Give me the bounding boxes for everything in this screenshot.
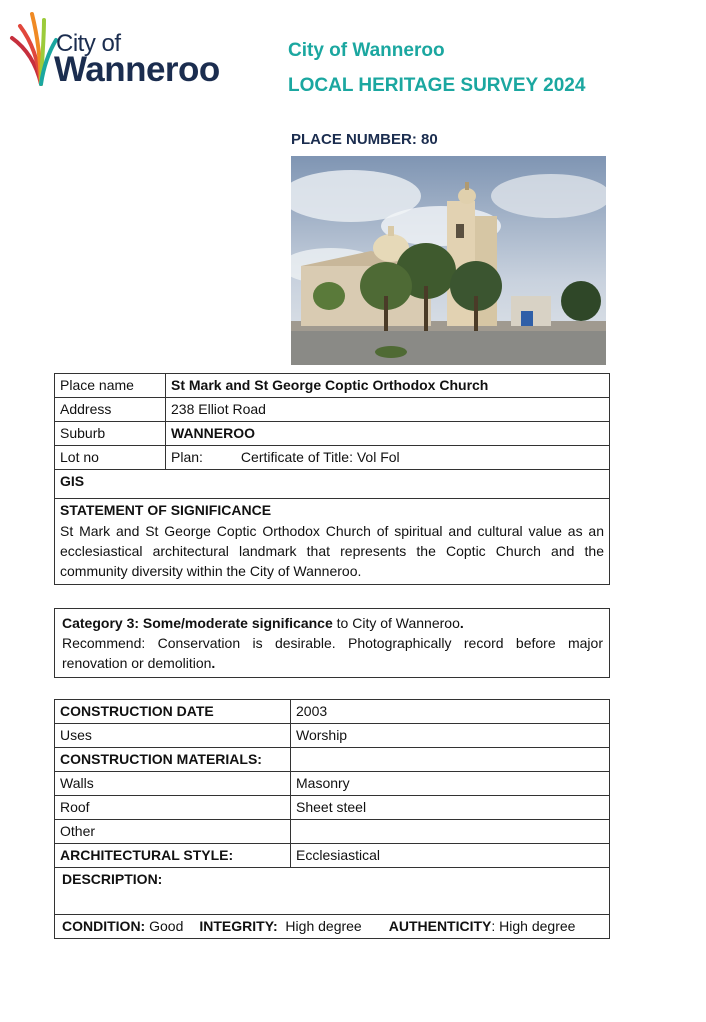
address-label: Address xyxy=(55,398,166,422)
significance-text: St Mark and St George Coptic Orthodox Church of spiritual and cultural value as an ecclesiastical architectural landmark that represents the Coptic Church and the community diversity within the City of Wanneroo. xyxy=(60,523,604,579)
category-cell xyxy=(55,609,610,678)
roof-row xyxy=(55,796,610,820)
recommend-line xyxy=(62,633,603,673)
lot-label: Lot no xyxy=(55,446,166,470)
category-row xyxy=(55,609,610,678)
materials-value xyxy=(291,748,610,772)
authenticity-label: AUTHENTICITY xyxy=(388,918,492,934)
plan-label: Plan: xyxy=(171,449,203,465)
roof-value: Sheet steel xyxy=(291,796,610,820)
suburb-row xyxy=(55,422,610,446)
suburb-label: Suburb xyxy=(55,422,166,446)
description-label: DESCRIPTION: xyxy=(55,868,610,915)
gis-label: GIS xyxy=(55,470,610,499)
condition-value: Good xyxy=(145,918,184,934)
other-label: Other xyxy=(55,820,291,844)
address-value: 238 Elliot Road xyxy=(166,398,610,422)
category-table xyxy=(54,608,610,678)
style-value: Ecclesiastical xyxy=(291,844,610,868)
city-logo xyxy=(8,8,228,88)
significance-heading: STATEMENT OF SIGNIFICANCE xyxy=(60,502,272,518)
page-title: City of Wanneroo xyxy=(288,40,445,61)
category-label: Category 3: Some/moderate significance xyxy=(62,615,333,631)
uses-value: Worship xyxy=(291,724,610,748)
integrity-label: INTEGRITY: xyxy=(199,918,278,934)
condition-row xyxy=(55,915,610,939)
construction-table xyxy=(54,699,610,939)
suburb-value: WANNEROO xyxy=(166,422,610,446)
lot-value xyxy=(166,446,610,470)
place-name-value: St Mark and St George Coptic Orthodox Church xyxy=(166,374,610,398)
category-line xyxy=(62,613,603,633)
place-number: PLACE NUMBER: 80 xyxy=(291,131,438,148)
construction-date-value: 2003 xyxy=(291,700,610,724)
significance-cell xyxy=(55,499,610,585)
page-subtitle: LOCAL HERITAGE SURVEY 2024 xyxy=(288,75,586,96)
logo-wanneroo: Wanneroo xyxy=(54,50,220,89)
place-details-table xyxy=(54,373,610,585)
materials-label: CONSTRUCTION MATERIALS: xyxy=(55,748,291,772)
description-row xyxy=(55,868,610,915)
construction-date-row xyxy=(55,700,610,724)
style-label: ARCHITECTURAL STYLE: xyxy=(55,844,291,868)
church-photo xyxy=(291,156,606,365)
walls-row xyxy=(55,772,610,796)
address-row xyxy=(55,398,610,422)
roof-label: Roof xyxy=(55,796,291,820)
uses-label: Uses xyxy=(55,724,291,748)
category-dot: . xyxy=(459,615,464,631)
other-row xyxy=(55,820,610,844)
condition-cell xyxy=(55,915,610,939)
certificate-of-title: Certificate of Title: Vol Fol xyxy=(240,449,400,465)
lot-row xyxy=(55,446,610,470)
kangaroo-paw-icon xyxy=(8,8,58,88)
walls-value: Masonry xyxy=(291,772,610,796)
authenticity-value: : High degree xyxy=(491,918,576,934)
place-name-row xyxy=(55,374,610,398)
walls-label: Walls xyxy=(55,772,291,796)
logo-city-of: City of xyxy=(56,30,121,57)
style-row xyxy=(55,844,610,868)
recommend-text: Recommend: Conservation is desirable. Photographically record before major renovation or demolition xyxy=(62,635,603,671)
recommend-dot: . xyxy=(211,655,216,671)
condition-label: CONDITION: xyxy=(62,918,146,934)
place-name-label: Place name xyxy=(55,374,166,398)
significance-row xyxy=(55,499,610,585)
integrity-value: High degree xyxy=(277,918,362,934)
category-suffix: to City of Wanneroo xyxy=(332,615,460,631)
uses-row xyxy=(55,724,610,748)
other-value xyxy=(291,820,610,844)
materials-row xyxy=(55,748,610,772)
gis-row xyxy=(55,470,610,499)
construction-date-label: CONSTRUCTION DATE xyxy=(55,700,291,724)
